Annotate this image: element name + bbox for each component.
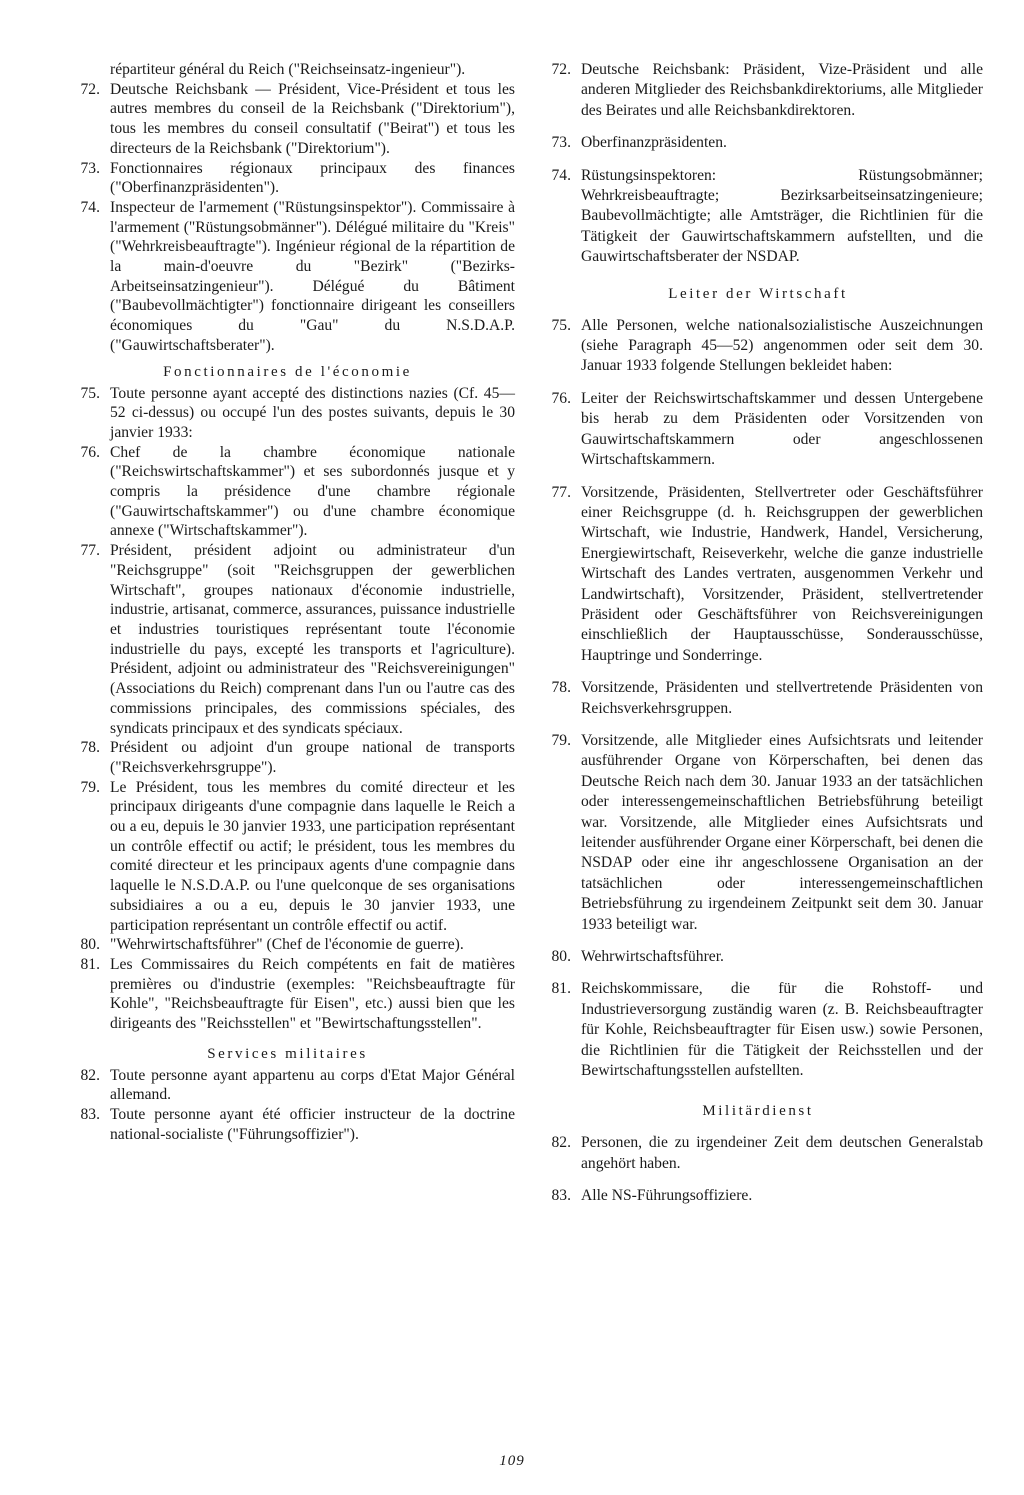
item-number: 82. (551, 1134, 571, 1152)
item-number: 80. (80, 936, 100, 954)
list-item (533, 316, 983, 377)
list-item (533, 60, 983, 121)
section-heading-economy-fr: Fonctionnaires de l'économie (163, 363, 412, 380)
item-text: Fonctionnaires régionaux principaux des finances ("Oberfinanzpräsidenten"). (110, 159, 515, 197)
list-item (60, 1066, 515, 1105)
list-item (533, 483, 983, 667)
list-item (533, 731, 983, 935)
item-text: Reichskommissare, die für die Rohstoff- und Industrieversorgung zuständig waren (z. B. Reichsbeauftragter für Kohle, Reichsbeauftragter für Eisen usw.) sowie Personen, die Richtlinien für die Tätigkeit der Reichsstellen und der Bewirtschaftungsstellen aufstellten. (581, 980, 983, 1080)
item-text: Vorsitzende, Präsidenten, Stellvertreter oder Geschäftsführer einer Reichsgruppe (d. h. Reichsgruppen der gewerblichen Wirtschaft, wie Industrie, Handwerk, Handel, Versicherung, Energiewirtschaft, Reiseverkehr, welche die ganze industrielle Wirtschaft des Landes vertraten, ausgenommen Verkehr und Landwirtschaft), Vorsitzender, Präsident, stellvertretender Präsident oder Geschäftsführer von Reichsvereinigungen einschließlich der Hauptausschüsse, Sonderausschüsse, Hauptringe und Sonderringe. (581, 483, 983, 664)
french-entries-group (60, 1066, 515, 1145)
list-item (60, 778, 515, 936)
item-number: 83. (80, 1106, 100, 1124)
item-text: Vorsitzende, Präsidenten und stellvertretende Präsidenten von Reichsverkehrsgruppen. (581, 679, 983, 717)
item-number: 79. (551, 731, 571, 749)
item-text: Chef de la chambre économique nationale ("Reichswirtschaftskammer") et ses subordonnés jusque et y compris la présidence d'une chambre régionale ("Gauwirtschaftskammer") ou d'une chambre économique annexe ("Wirtschaftskammer"). (110, 443, 515, 540)
german-column (533, 60, 983, 1207)
item-text: Rüstungsinspektoren: Rüstungsobmänner; Wehrkreisbeauftragte; Bezirksarbeitseinsatzingenieure; Baubevollmächtigte; alle Amtsträger, die Richtlinien für die Tätigkeit der Gauwirtschaftskammern aufstellten, und die Gauwirtschaftsberater der NSDAP. (581, 166, 983, 266)
item-text: Toute personne ayant accepté des distinctions nazies (Cf. 45—52 ci-dessus) ou occupé l'un des postes suivants, depuis le 30 janvier 1933: (110, 384, 515, 441)
list-item (533, 979, 983, 1081)
list-item (60, 955, 515, 1034)
list-item (60, 1105, 515, 1144)
list-item (60, 80, 515, 159)
german-entries-group (533, 316, 983, 1082)
item-number: 77. (551, 483, 571, 501)
item-text: Deutsche Reichsbank: Präsident, Vize-Präsident und alle anderen Mitglieder des Reichsbankdirektoriums, alle Mitglieder des Beirates und alle Reichsbankdirektoren. (581, 61, 983, 119)
item-number: 83. (551, 1187, 571, 1205)
list-item (60, 738, 515, 777)
item-text: Toute personne ayant été officier instructeur de la doctrine national-socialiste ("Führungsoffizier"). (110, 1106, 515, 1143)
french-entries-group (60, 80, 515, 356)
item-text: "Wehrwirtschaftsführer" (Chef de l'économie de guerre). (110, 936, 464, 954)
item-number: 74. (80, 198, 100, 216)
list-item (533, 1186, 983, 1206)
item-text: Inspecteur de l'armement ("Rüstungsinspektor"). Commissaire à l'armement ("Rüstungsobmänner"). Délégué militaire du "Kreis" ("Wehrkreisbeauftragte"). Ingénieur régional de la répartition de la main-d'oeuvre du "Bezirk" ("Bezirks-Arbeitseinsatzingenieur"). Délégué du Bâtiment ("Baubevollmächtigter") fonctionnaire dirigeant les conseillers économiques du "Gau" du N.S.D.A.P. ("Gauwirtschaftsberater"). (110, 198, 515, 354)
item-number: 73. (551, 134, 571, 152)
item-text: Alle Personen, welche nationalsozialistische Auszeichnungen (siehe Paragraph 45—52) angenommen oder seit dem 30. Januar 1933 folgende Stellungen bekleidet haben: (581, 316, 983, 375)
item-number: 76. (551, 389, 571, 407)
list-item (533, 1133, 983, 1174)
list-item (60, 443, 515, 542)
item-text: Wehrwirtschaftsführer. (581, 948, 724, 966)
item-number: 81. (80, 955, 100, 973)
item-text: Oberfinanzpräsidenten. (581, 134, 727, 152)
item-number: 78. (80, 739, 100, 757)
section-heading-economy-de: Leiter der Wirtschaft (668, 285, 848, 302)
list-item (533, 166, 983, 268)
list-item (533, 678, 983, 719)
list-item (60, 541, 515, 738)
item-number: 72. (551, 61, 571, 78)
item-number: 81. (551, 980, 571, 998)
item-number: 75. (80, 384, 100, 402)
item-number: 80. (551, 948, 571, 966)
list-item (533, 947, 983, 967)
french-entries-group (60, 384, 515, 1034)
item-number: 77. (80, 542, 100, 560)
item-text: Président ou adjoint d'un groupe national de transports ("Reichsverkehrsgruppe"). (110, 739, 515, 776)
item-text: Les Commissaires du Reich compétents en fait de matières premières ou d'industrie (exemples: "Reichsbeauftragte für Kohle", "Reichsbeauftragte für Eisen", etc.) aussi bien que les dirigeants des "Reichsstellen" et "Bewirtschaftungsstellen". (110, 955, 515, 1033)
item-text: Le Président, tous les membres du comité directeur et les principaux dirigeants d'une compagnie dans laquelle le Reich a ou a eu, depuis le 30 janvier 1933, une participation représentant un contrôle effectif ou actif; le président, tous les membres du comité directeur et les principaux agents d'une compagnie dans laquelle le N.S.D.A.P. ou l'une quelconque de ses organisations subsidiaires a ou a eu, depuis le 30 janvier 1933, une participation représentant un contrôle effectif ou actif. (110, 778, 515, 934)
list-item (60, 384, 515, 443)
list-item (60, 935, 515, 955)
item-text: Deutsche Reichsbank — Président, Vice-Président et tous les autres membres du conseil de la Reichsbank ("Direktorium"), tous les membres du conseil consultatif ("Beirat") et tous les directeurs de la Reichsbank ("Direktorium"). (110, 80, 515, 157)
german-entries-group (533, 60, 983, 268)
item-text: Toute personne ayant appartenu au corps d'Etat Major Général allemand. (110, 1066, 515, 1104)
list-item (533, 133, 983, 153)
item-number: 82. (80, 1066, 100, 1084)
german-entries-group (533, 1133, 983, 1206)
section-heading-military-fr: Services militaires (207, 1045, 368, 1062)
item-number: 73. (80, 159, 100, 177)
item-text: Leiter der Reichswirtschaftskammer und dessen Untergebene bis herab zu dem Präsidenten oder Vorsitzenden von Gauwirtschaftskammern oder angeschlossenen Wirtschaftskammern. (581, 389, 983, 469)
list-item (60, 159, 515, 198)
item-number: 76. (80, 443, 100, 461)
item-number: 79. (80, 778, 100, 796)
item-text: Personen, die zu irgendeiner Zeit dem deutschen Generalstab angehört haben. (581, 1134, 983, 1172)
continuation-paragraph: répartiteur général du Reich ("Reichseinsatz-ingenieur"). (110, 61, 466, 78)
section-heading-military-de: Militärdienst (702, 1103, 814, 1120)
item-number: 74. (551, 166, 571, 184)
list-item (533, 389, 983, 471)
list-item (60, 198, 515, 356)
item-number: 72. (80, 80, 100, 98)
item-text: Vorsitzende, alle Mitglieder eines Aufsichtsrats und leitender ausführender Organe von Körperschaften, bei denen das Deutsche Reich nach dem 30. Januar 1933 an der tatsächlichen oder interessengemeinschaftlichen Betriebsführung beteiligt war. Vorsitzende, alle Mitglieder eines Aufsichtsrats und leitender ausführender Organe einer Körperschaft, bei denen die NSDAP oder eine ihr angeschlossene Organisation an der tatsächlichen oder interessengemeinschaftlichen Betriebsführung zu irgendeinem Zeitpunkt seit dem 30. Januar 1933 beteiligt war. (581, 731, 983, 933)
item-text: Président, président adjoint ou administrateur d'un "Reichsgruppe" (soit "Reichsgruppen der gewerblichen Wirtschaft", groupes nationaux d'économie industrielle, industrie, artisanat, commerce, assurances, puissance industrielle et industries touristiques représentant toute l'économie industrielle du pays, excepté les transports et l'agriculture). Président, adjoint ou administrateur des "Reichsvereinigungen" (Associations du Reich) comprenant dans l'un ou l'autre cas des commissions principales, des commissions spéciales, des syndicats principaux et des syndicats spéciaux. (110, 542, 515, 737)
page-number: 109 (499, 1453, 525, 1469)
french-column (60, 60, 515, 1145)
item-number: 78. (551, 679, 571, 697)
item-number: 75. (551, 316, 571, 334)
item-text: Alle NS-Führungsoffiziere. (581, 1187, 753, 1205)
